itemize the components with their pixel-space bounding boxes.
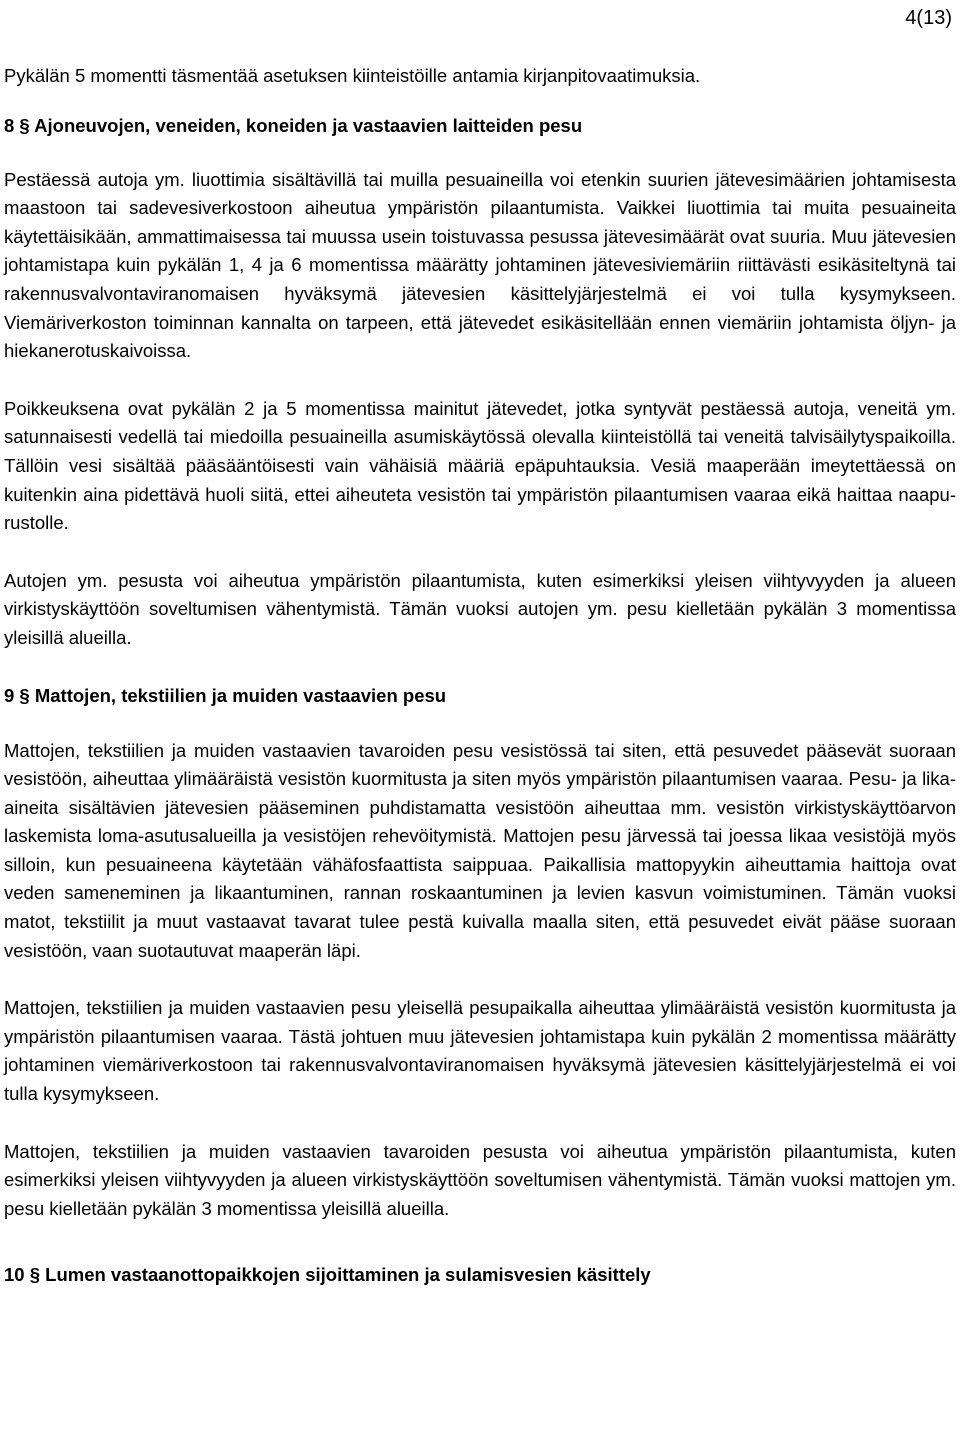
intro-paragraph: Pykälän 5 momentti täsmentää asetuksen kiinteistöille antamia kirjanpitovaatimuksia. xyxy=(4,65,701,86)
section-9-paragraph-1: Mattojen, tekstiilien ja muiden vastaavien tavaroiden pesu vesistössä tai siten, että pesuvedet pääsevät suoraan vesistöön, aiheuttaa ylimääräistä vesistön kuormitusta ja siten myös ympäristön pilaantumisen vaaraa. Pesu- ja lika-aineita sisältävien jätevesien pääseminen puhdistamatta vesistöön aiheuttaa mm. vesistön virkistyskäyttöarvon laskemista loma-asutusalueilla ja vesistöjen rehevöitymistä. Mattojen pesu järvessä tai joessa likaa vesistöjä myös silloin, kun pesuaineena käytetään vähäfosfaattista saippuaa. Paikallisia mattopyykin aiheuttamia haittoja ovat veden sameneminen ja likaantuminen, rannan roskaantuminen ja levien kasvun voimistuminen. Tämän vuoksi matot, tekstiilit ja muut vastaavat tavarat tulee pestä kuivalla maalla siten, että pesuvedet eivät pääse suoraan vesistöön, vaan suotautuvat maaperän läpi. xyxy=(4,739,956,961)
section-8-heading: 8 § Ajoneuvojen, veneiden, koneiden ja vastaavien laitteiden pesu xyxy=(4,114,583,136)
section-9-paragraph-3: Mattojen, tekstiilien ja muiden vastaavien tavaroiden pesusta voi aiheutua ympäristön pilaantumista, kuten esimerkiksi yleisen viihtyvyyden ja alueen virkistyskäyttöön soveltumisen vähentymistä. Tämän vuoksi mattojen ym. pesu kielletään pykälän 3 momentissa yleisillä alueilla. xyxy=(4,1140,956,1219)
page-number: 4(13) xyxy=(905,7,952,29)
section-8-paragraph-2: Poikkeuksena ovat pykälän 2 ja 5 momentissa mainitut jätevedet, jotka syntyvät pestäessä autoja, veneitä ym. satunnaisesti vedellä tai miedoilla pesuaineilla asumiskäytössä olevalla kiinteistöllä tai veneitä talvisäilytyspaikoilla. Tällöin vesi sisältää pääsääntöisesti vain vähäisiä määriä epäpuhtauksia. Vesiä maaperään imeytettäessä on kuitenkin aina pidettävä huoli siitä, ettei aiheuteta vesistön tai ympäristön pilaantumisen vaaraa eikä haittaa naapurustolle. xyxy=(4,397,956,534)
section-9-paragraph-2: Mattojen, tekstiilien ja muiden vastaavien pesu yleisellä pesupaikalla aiheuttaa ylimääräistä vesistön kuormitusta ja ympäristön pilaantumisen vaaraa. Tästä johtuen muu jätevesien johtamistapa kuin pykälän 2 momentissa määrätty johtaminen viemäriverkostoon tai rakennusvalvontaviranomaisen hyväksymä jätevesien käsittelyjärjestelmä ei voi tulla kysymykseen. xyxy=(4,997,956,1105)
section-8-paragraph-1: Pestäessä autoja ym. liuottimia sisältävillä tai muilla pesuaineilla voi etenkin suurien jätevesimäärien johtamisesta maastoon tai sadevesiverkostoon aiheutua ympäristön pilaantumista. Vaikkei liuottimia tai muita pesuaineita käytettäisikään, ammattimaisessa tai muussa usein toistuvassa pesussa jätevesimäärät ovat suuria. Muu jätevesien johtamistapa kuin pykälän 1, 4 ja 6 momentissa määrätty johtaminen jätevesiviemäriin riittävästi esikäsiteltynä tai rakennusvalvontaviranomaisen hyväksymä jätevesien käsittelyjärjestelmä ei voi tulla kysymykseen. Viemäriverkoston toiminnan kannalta on tarpeen, että jätevedet esikäsitellään ennen viemäriin johtamista öljyn- ja hiekanerotuskaivoissa. xyxy=(4,168,956,362)
section-8-paragraph-3: Autojen ym. pesusta voi aiheutua ympäristön pilaantumista, kuten esimerkiksi yleisen viihtyvyyden ja alueen virkistyskäyttöön soveltumisen vähentymistä. Tämän vuoksi autojen ym. pesu kielletään pykälän 3 momentissa yleisillä alueilla. xyxy=(4,569,956,648)
section-10-heading: 10 § Lumen vastaanottopaikkojen sijoittaminen ja sulamisvesien käsittely xyxy=(4,1264,651,1286)
document-body xyxy=(4,62,956,1289)
section-9-heading: 9 § Mattojen, tekstiilien ja muiden vastaavien pesu xyxy=(4,684,447,706)
